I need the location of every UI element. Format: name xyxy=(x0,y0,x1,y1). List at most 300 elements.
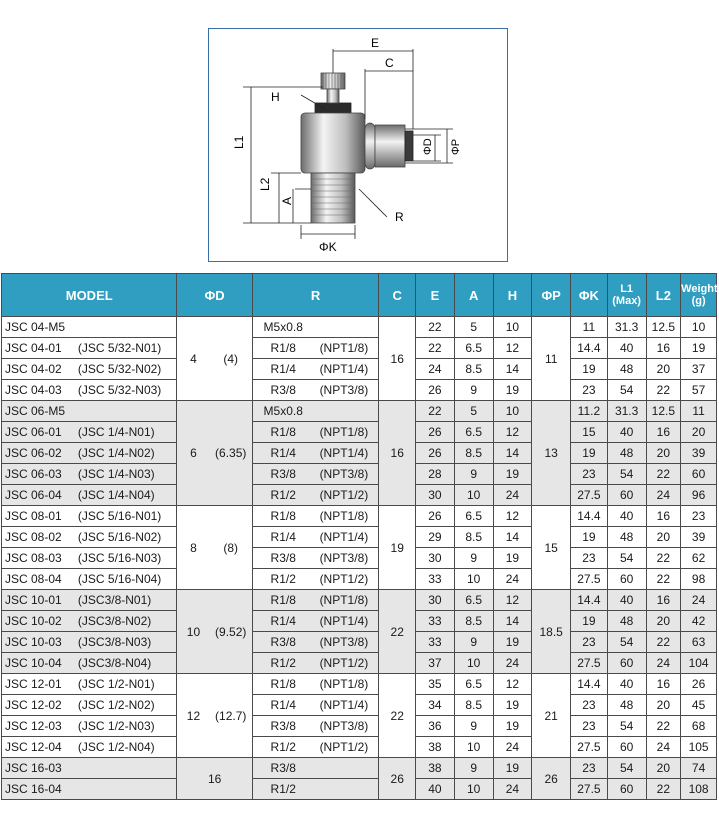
cell-l1: 31.3 xyxy=(607,317,646,338)
cell-p: 18.5 xyxy=(532,590,571,674)
cell-h: 10 xyxy=(493,317,532,338)
table-row xyxy=(2,380,717,401)
cell-a: 9 xyxy=(454,464,493,485)
label-a: A xyxy=(280,196,294,205)
cell-npt: (NPT3/8) xyxy=(314,548,379,569)
cell-model: JSC 04-03 xyxy=(2,380,75,401)
cell-l2: 16 xyxy=(646,506,681,527)
cell-inch-model: (JSC 1/4-N03) xyxy=(75,464,177,485)
cell-model: JSC 08-02 xyxy=(2,527,75,548)
cell-k: 27.5 xyxy=(571,485,608,506)
cell-l2: 16 xyxy=(646,338,681,359)
cell-model: JSC 16-04 xyxy=(2,779,75,800)
label-r: R xyxy=(395,210,404,224)
cell-npt: (NPT1/4) xyxy=(314,527,379,548)
cell-weight: 104 xyxy=(681,653,717,674)
cell-l1: 60 xyxy=(607,737,646,758)
cell-r: R1/8 xyxy=(252,422,313,443)
cell-k: 23 xyxy=(571,758,608,779)
cell-e: 24 xyxy=(416,359,455,380)
cell-k: 11.2 xyxy=(571,401,608,422)
cell-npt: (NPT1/2) xyxy=(314,569,379,590)
cell-h: 12 xyxy=(493,674,532,695)
cell-h: 14 xyxy=(493,611,532,632)
cell-l2: 16 xyxy=(646,422,681,443)
cell-l2: 24 xyxy=(646,737,681,758)
cell-r: R3/8 xyxy=(252,632,313,653)
table-row xyxy=(2,422,717,443)
cell-model: JSC 12-01 xyxy=(2,674,75,695)
cell-l2: 12.5 xyxy=(646,317,681,338)
lock-nut xyxy=(315,103,351,113)
cell-r: M5x0.8 xyxy=(252,317,313,338)
cell-e: 22 xyxy=(416,317,455,338)
table-row xyxy=(2,359,717,380)
label-k: ΦK xyxy=(319,240,337,254)
cell-e: 26 xyxy=(416,380,455,401)
elbow-port xyxy=(365,123,375,169)
cell-l1: 40 xyxy=(607,338,646,359)
cell-a: 9 xyxy=(454,716,493,737)
cell-r: R3/8 xyxy=(252,380,313,401)
cell-k: 19 xyxy=(571,359,608,380)
cell-k: 23 xyxy=(571,548,608,569)
cell-e: 28 xyxy=(416,464,455,485)
cell-l2: 20 xyxy=(646,443,681,464)
cell-e: 26 xyxy=(416,422,455,443)
cell-l2: 20 xyxy=(646,611,681,632)
cell-npt: (NPT1/4) xyxy=(314,443,379,464)
table-row xyxy=(2,548,717,569)
cell-k: 23 xyxy=(571,464,608,485)
cell-inch-model xyxy=(75,758,177,779)
cell-h: 24 xyxy=(493,779,532,800)
cell-model: JSC 06-M5 xyxy=(2,401,75,422)
cell-l1: 54 xyxy=(607,380,646,401)
table-row xyxy=(2,590,717,611)
table-row xyxy=(2,737,717,758)
cell-model: JSC 12-03 xyxy=(2,716,75,737)
cell-e: 22 xyxy=(416,401,455,422)
cell-l1: 60 xyxy=(607,653,646,674)
cell-h: 24 xyxy=(493,653,532,674)
cell-e: 34 xyxy=(416,695,455,716)
cell-a: 10 xyxy=(454,485,493,506)
cell-npt: (NPT1/8) xyxy=(314,506,379,527)
cell-model: JSC 08-01 xyxy=(2,506,75,527)
cell-l1: 60 xyxy=(607,485,646,506)
cell-l2: 20 xyxy=(646,758,681,779)
table-row xyxy=(2,443,717,464)
table-body xyxy=(2,317,717,800)
cell-k: 19 xyxy=(571,527,608,548)
cell-l1: 40 xyxy=(607,506,646,527)
cell-r: R1/8 xyxy=(252,590,313,611)
cell-c: 19 xyxy=(379,506,416,590)
cell-r: R3/8 xyxy=(252,548,313,569)
cell-d-inch: (9.52) xyxy=(210,590,253,674)
cell-l2: 22 xyxy=(646,380,681,401)
cell-l2: 16 xyxy=(646,590,681,611)
cell-e: 30 xyxy=(416,485,455,506)
cell-c: 22 xyxy=(379,674,416,758)
cell-inch-model xyxy=(75,317,177,338)
table-row xyxy=(2,527,717,548)
col-p: ΦP xyxy=(532,274,571,317)
cell-a: 9 xyxy=(454,548,493,569)
table-row xyxy=(2,674,717,695)
cell-weight: 39 xyxy=(681,527,717,548)
cell-inch-model xyxy=(75,401,177,422)
cell-weight: 68 xyxy=(681,716,717,737)
cell-k: 11 xyxy=(571,317,608,338)
cell-d-inch: (6.35) xyxy=(210,401,253,506)
cell-npt: (NPT1/8) xyxy=(314,338,379,359)
cell-a: 10 xyxy=(454,653,493,674)
cell-inch-model: (JSC 1/2-N04) xyxy=(75,737,177,758)
cell-h: 19 xyxy=(493,380,532,401)
cell-r: R3/8 xyxy=(252,464,313,485)
cell-h: 12 xyxy=(493,590,532,611)
cell-npt: (NPT1/8) xyxy=(314,674,379,695)
cell-inch-model: (JSC 5/16-N04) xyxy=(75,569,177,590)
cell-h: 12 xyxy=(493,422,532,443)
cell-l1: 54 xyxy=(607,548,646,569)
cell-l2: 22 xyxy=(646,632,681,653)
cell-r: R1/2 xyxy=(252,779,313,800)
cell-weight: 74 xyxy=(681,758,717,779)
cell-k: 19 xyxy=(571,443,608,464)
cell-k: 27.5 xyxy=(571,653,608,674)
cell-e: 26 xyxy=(416,443,455,464)
cell-d-inch: (8) xyxy=(210,506,253,590)
cell-p: 11 xyxy=(532,317,571,401)
cell-e: 38 xyxy=(416,737,455,758)
cell-npt xyxy=(314,317,379,338)
cell-e: 36 xyxy=(416,716,455,737)
col-h: H xyxy=(493,274,532,317)
cell-l2: 20 xyxy=(646,359,681,380)
cell-l1: 54 xyxy=(607,464,646,485)
cell-inch-model: (JSC 1/4-N04) xyxy=(75,485,177,506)
table-row xyxy=(2,317,717,338)
cell-weight: 96 xyxy=(681,485,717,506)
cell-inch-model: (JSC 1/2-N02) xyxy=(75,695,177,716)
label-c: C xyxy=(385,56,394,70)
cell-model: JSC 16-03 xyxy=(2,758,75,779)
cell-model: JSC 12-04 xyxy=(2,737,75,758)
cell-weight: 42 xyxy=(681,611,717,632)
cell-model: JSC 10-02 xyxy=(2,611,75,632)
cell-model: JSC 04-02 xyxy=(2,359,75,380)
cell-inch-model: (JSC 1/4-N01) xyxy=(75,422,177,443)
cell-l2: 22 xyxy=(646,716,681,737)
cell-r: R1/2 xyxy=(252,737,313,758)
table-row xyxy=(2,632,717,653)
cell-r: R1/4 xyxy=(252,527,313,548)
cell-l2: 22 xyxy=(646,548,681,569)
label-d: ΦD xyxy=(422,138,434,155)
cell-model: JSC 08-04 xyxy=(2,569,75,590)
cell-r: R1/2 xyxy=(252,485,313,506)
cell-weight: 62 xyxy=(681,548,717,569)
col-a: A xyxy=(454,274,493,317)
cell-l1: 54 xyxy=(607,716,646,737)
cell-l1: 48 xyxy=(607,695,646,716)
weight-sub: (g) xyxy=(691,295,706,307)
cell-model: JSC 10-01 xyxy=(2,590,75,611)
release-ring xyxy=(405,131,413,161)
cell-inch-model: (JSC3/8-N03) xyxy=(75,632,177,653)
cell-l1: 31.3 xyxy=(607,401,646,422)
cell-h: 19 xyxy=(493,548,532,569)
cell-h: 24 xyxy=(493,569,532,590)
cell-a: 10 xyxy=(454,737,493,758)
cell-inch-model: (JSC 5/32-N01) xyxy=(75,338,177,359)
cell-e: 33 xyxy=(416,569,455,590)
cell-l2: 22 xyxy=(646,569,681,590)
cell-a: 5 xyxy=(454,317,493,338)
cell-l2: 16 xyxy=(646,674,681,695)
table-row xyxy=(2,716,717,737)
cell-model: JSC 06-03 xyxy=(2,464,75,485)
cell-l1: 54 xyxy=(607,758,646,779)
cell-weight: 108 xyxy=(681,779,717,800)
cell-model: JSC 10-03 xyxy=(2,632,75,653)
cell-inch-model: (JSC 5/32-N03) xyxy=(75,380,177,401)
cell-inch-model: (JSC 5/32-N02) xyxy=(75,359,177,380)
cell-r: R3/8 xyxy=(252,758,313,779)
cell-npt xyxy=(314,758,379,779)
cell-k: 23 xyxy=(571,695,608,716)
cell-l2: 24 xyxy=(646,485,681,506)
cell-k: 14.4 xyxy=(571,506,608,527)
cell-h: 12 xyxy=(493,338,532,359)
cell-k: 23 xyxy=(571,632,608,653)
cell-e: 29 xyxy=(416,527,455,548)
cell-inch-model: (JSC 1/4-N02) xyxy=(75,443,177,464)
cell-l2: 22 xyxy=(646,464,681,485)
cell-npt: (NPT3/8) xyxy=(314,380,379,401)
cell-e: 22 xyxy=(416,338,455,359)
table-row xyxy=(2,569,717,590)
cell-h: 19 xyxy=(493,464,532,485)
table-row xyxy=(2,779,717,800)
cell-npt: (NPT1/2) xyxy=(314,653,379,674)
cell-a: 8.5 xyxy=(454,695,493,716)
cell-a: 5 xyxy=(454,401,493,422)
cell-npt: (NPT1/2) xyxy=(314,485,379,506)
table-row xyxy=(2,401,717,422)
cell-npt: (NPT1/4) xyxy=(314,359,379,380)
cell-r: R1/2 xyxy=(252,569,313,590)
cell-model: JSC 08-03 xyxy=(2,548,75,569)
knurled-knob xyxy=(321,73,345,89)
cell-l1: 40 xyxy=(607,590,646,611)
cell-npt: (NPT3/8) xyxy=(314,716,379,737)
col-d: ΦD xyxy=(177,274,252,317)
cell-k: 14.4 xyxy=(571,590,608,611)
cell-h: 24 xyxy=(493,737,532,758)
cell-model: JSC 12-02 xyxy=(2,695,75,716)
col-e: E xyxy=(416,274,455,317)
cell-a: 10 xyxy=(454,779,493,800)
cell-h: 10 xyxy=(493,401,532,422)
cell-weight: 45 xyxy=(681,695,717,716)
cell-l1: 48 xyxy=(607,443,646,464)
cell-l1: 48 xyxy=(607,611,646,632)
cell-weight: 63 xyxy=(681,632,717,653)
cell-model: JSC 10-04 xyxy=(2,653,75,674)
cell-l1: 60 xyxy=(607,569,646,590)
cell-c: 22 xyxy=(379,590,416,674)
cell-h: 24 xyxy=(493,485,532,506)
push-in-collar xyxy=(375,125,405,167)
cell-inch-model: (JSC 1/2-N01) xyxy=(75,674,177,695)
cell-model: JSC 06-04 xyxy=(2,485,75,506)
cell-e: 33 xyxy=(416,632,455,653)
col-model: MODEL xyxy=(2,274,177,317)
cell-a: 9 xyxy=(454,380,493,401)
cell-p: 13 xyxy=(532,401,571,506)
table-row xyxy=(2,758,717,779)
cell-a: 8.5 xyxy=(454,611,493,632)
cell-a: 10 xyxy=(454,569,493,590)
cell-inch-model: (JSC 5/16-N01) xyxy=(75,506,177,527)
table-row xyxy=(2,338,717,359)
col-weight xyxy=(681,274,717,317)
cell-k: 27.5 xyxy=(571,779,608,800)
cell-r: R1/8 xyxy=(252,338,313,359)
cell-npt xyxy=(314,779,379,800)
cell-c: 16 xyxy=(379,401,416,506)
cell-d: 16 xyxy=(177,758,252,800)
cell-inch-model xyxy=(75,779,177,800)
cell-a: 8.5 xyxy=(454,359,493,380)
cell-inch-model: (JSC 5/16-N03) xyxy=(75,548,177,569)
cell-r: R3/8 xyxy=(252,716,313,737)
table-row xyxy=(2,464,717,485)
cell-inch-model: (JSC 5/16-N02) xyxy=(75,527,177,548)
dimension-diagram xyxy=(209,29,509,263)
cell-inch-model: (JSC3/8-N04) xyxy=(75,653,177,674)
cell-r: R1/2 xyxy=(252,653,313,674)
col-l2: L2 xyxy=(646,274,681,317)
cell-h: 19 xyxy=(493,758,532,779)
cell-npt: (NPT3/8) xyxy=(314,464,379,485)
cell-k: 23 xyxy=(571,380,608,401)
cell-d: 6 xyxy=(177,401,210,506)
cell-k: 27.5 xyxy=(571,737,608,758)
cell-l1: 48 xyxy=(607,359,646,380)
cell-npt: (NPT1/2) xyxy=(314,737,379,758)
cell-l1: 40 xyxy=(607,674,646,695)
cell-h: 19 xyxy=(493,632,532,653)
label-h: H xyxy=(271,90,280,104)
label-p: ΦP xyxy=(450,138,462,155)
label-l1: L1 xyxy=(232,135,246,149)
weight-label: Weight xyxy=(681,283,718,295)
cell-a: 6.5 xyxy=(454,422,493,443)
cell-l2: 20 xyxy=(646,695,681,716)
l1-label: L1 xyxy=(620,283,634,295)
cell-r: R1/8 xyxy=(252,674,313,695)
table-row xyxy=(2,695,717,716)
l1-sub: (Max) xyxy=(612,295,641,307)
cell-weight: 37 xyxy=(681,359,717,380)
cell-p: 26 xyxy=(532,758,571,800)
cell-e: 26 xyxy=(416,506,455,527)
cell-l2: 20 xyxy=(646,527,681,548)
cell-l2: 22 xyxy=(646,779,681,800)
needle-stem xyxy=(327,89,339,103)
header-row xyxy=(2,274,717,317)
cell-weight: 98 xyxy=(681,569,717,590)
cell-l1: 60 xyxy=(607,779,646,800)
cell-d: 8 xyxy=(177,506,210,590)
cell-weight: 24 xyxy=(681,590,717,611)
cell-weight: 39 xyxy=(681,443,717,464)
table-row xyxy=(2,485,717,506)
cell-k: 15 xyxy=(571,422,608,443)
cell-a: 9 xyxy=(454,758,493,779)
cell-model: JSC 06-01 xyxy=(2,422,75,443)
col-l1 xyxy=(607,274,646,317)
cell-a: 6.5 xyxy=(454,506,493,527)
cell-d-inch: (12.7) xyxy=(210,674,253,758)
label-e: E xyxy=(371,36,380,50)
cell-d: 10 xyxy=(177,590,210,674)
cell-h: 14 xyxy=(493,443,532,464)
cell-weight: 105 xyxy=(681,737,717,758)
col-k: ΦK xyxy=(571,274,608,317)
col-c: C xyxy=(379,274,416,317)
cell-r: R1/4 xyxy=(252,695,313,716)
cell-e: 33 xyxy=(416,611,455,632)
cell-weight: 20 xyxy=(681,422,717,443)
cell-weight: 11 xyxy=(681,401,717,422)
cell-l1: 40 xyxy=(607,422,646,443)
cell-p: 21 xyxy=(532,674,571,758)
thread-section xyxy=(311,173,355,223)
cell-a: 8.5 xyxy=(454,443,493,464)
cell-d: 4 xyxy=(177,317,210,401)
cell-h: 14 xyxy=(493,527,532,548)
cell-c: 16 xyxy=(379,317,416,401)
cell-l1: 54 xyxy=(607,632,646,653)
cell-model: JSC 06-02 xyxy=(2,443,75,464)
cell-inch-model: (JSC3/8-N02) xyxy=(75,611,177,632)
cell-npt: (NPT1/4) xyxy=(314,695,379,716)
cell-e: 30 xyxy=(416,548,455,569)
cell-weight: 57 xyxy=(681,380,717,401)
cell-npt: (NPT1/8) xyxy=(314,422,379,443)
col-r: R xyxy=(252,274,378,317)
cell-e: 37 xyxy=(416,653,455,674)
cell-weight: 19 xyxy=(681,338,717,359)
cell-e: 40 xyxy=(416,779,455,800)
table-row xyxy=(2,611,717,632)
cell-k: 14.4 xyxy=(571,338,608,359)
cell-k: 27.5 xyxy=(571,569,608,590)
cell-weight: 60 xyxy=(681,464,717,485)
valve-body xyxy=(301,113,365,173)
label-l2: L2 xyxy=(258,177,272,191)
cell-weight: 23 xyxy=(681,506,717,527)
cell-npt xyxy=(314,401,379,422)
cell-model: JSC 04-01 xyxy=(2,338,75,359)
cell-k: 14.4 xyxy=(571,674,608,695)
